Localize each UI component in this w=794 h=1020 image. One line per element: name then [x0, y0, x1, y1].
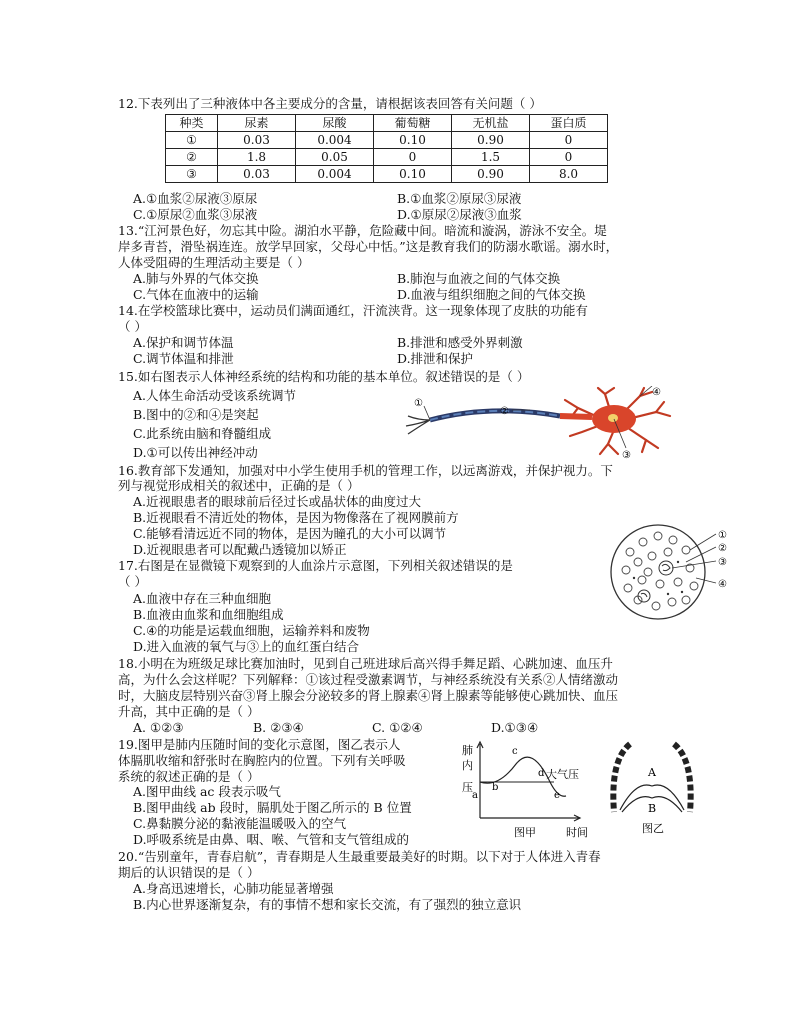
table-header-row — [166, 115, 608, 132]
q14-option-c: C.调节体温和排泄 — [133, 351, 234, 366]
q19-stem-line: 体膈肌收缩和舒张时在胸腔内的位置。下列有关呼吸 — [118, 753, 406, 768]
q18-stem-line: 18.小明在为班级足球比赛加油时，见到自己班进球后高兴得手舞足蹈、心跳加速、血压升 — [118, 656, 613, 671]
table-cell: 0 — [374, 149, 452, 166]
q12-option-c: C.①原尿②血浆③尿液 — [133, 207, 258, 222]
q15-option-a: A.人体生命活动受该系统调节 — [133, 388, 297, 403]
q14-option-d: D.排泄和保护 — [397, 351, 474, 366]
graph-xlabel: 时间 — [566, 826, 588, 838]
q18-option-b: B. ②③④ — [253, 720, 304, 735]
smear-label-1: ① — [718, 530, 727, 541]
q14-option-b: B.排泄和感受外界刺激 — [397, 335, 523, 350]
q12-option-b: B.①血浆②原尿③尿液 — [397, 191, 522, 206]
table-cell: 0.10 — [374, 166, 452, 183]
graph-point-e: e — [554, 790, 560, 801]
q19-option-a: A.图甲曲线 ac 段表示吸气 — [133, 784, 281, 799]
table-header-cell: 尿素 — [218, 115, 296, 132]
q15-option-b: B.图中的②和④是突起 — [133, 407, 259, 422]
graph-ref-label: 大气压 — [546, 768, 579, 781]
q15-option-d: D.①可以传出神经冲动 — [133, 445, 258, 460]
graph-point-c: c — [512, 746, 518, 757]
table-header-cell: 尿酸 — [296, 115, 374, 132]
neuron-label-4: ④ — [652, 387, 661, 398]
q18-stem-line: 升高，其中正确的是（ ） — [118, 704, 260, 719]
q14-stem-line: 14.在学校篮球比赛中，运动员们满面通红，汗流浃背。这一现象体现了皮肤的功能有 — [118, 303, 588, 318]
graph-point-b: b — [492, 782, 499, 793]
smear-label-2: ② — [718, 543, 727, 554]
table-cell: 0.05 — [296, 149, 374, 166]
q15-stem: 15.如右图表示人体神经系统的结构和功能的基本单位。叙述错误的是（ ） — [118, 369, 530, 384]
q13-option-b: B.肺泡与血液之间的气体交换 — [397, 271, 561, 286]
q15-option-c: C.此系统由脑和脊髓组成 — [133, 426, 272, 441]
q16-stem-line: 16.教育部下发通知，加强对中小学生使用手机的管理工作，以远离游戏，并保护视力。下 — [118, 463, 613, 478]
graph-ylabel: 压 — [462, 781, 473, 794]
table-cell: ② — [166, 149, 218, 166]
q13-option-a: A.肺与外界的气体交换 — [133, 271, 259, 286]
table-row — [166, 166, 608, 183]
table-cell: ① — [166, 132, 218, 149]
q20-option-a: A.身高迅速增长，心肺功能显著增强 — [133, 881, 334, 896]
graph-ylabel: 内 — [462, 759, 473, 772]
q18-option-d: D.①③④ — [491, 720, 539, 735]
table-cell: 0 — [530, 132, 608, 149]
graph-caption: 图甲 — [514, 826, 536, 838]
table-row — [166, 149, 608, 166]
neuron-label-3: ③ — [622, 450, 631, 460]
graph-point-d: d — [538, 768, 545, 779]
table-cell: 1.5 — [452, 149, 530, 166]
table-header-cell: 葡萄糖 — [374, 115, 452, 132]
q19-option-d: D.呼吸系统是由鼻、咽、喉、气管和支气管组成的 — [133, 832, 410, 847]
neuron-label-1: ① — [414, 398, 423, 409]
q13-option-c: C.气体在血液中的运输 — [133, 287, 259, 302]
table-header-cell: 蛋白质 — [530, 115, 608, 132]
table-header-cell: 种类 — [166, 115, 218, 132]
q16-option-c: C.能够看清远近不同的物体，是因为瞳孔的大小可以调节 — [133, 526, 447, 541]
blood-smear-diagram — [608, 522, 734, 622]
smear-label-4: ④ — [718, 579, 727, 590]
q14-option-a: A.保护和调节体温 — [133, 335, 234, 350]
q17-option-a: A.血液中存在三种血细胞 — [133, 591, 272, 606]
q17-option-b: B.血液由血浆和血细胞组成 — [133, 607, 284, 622]
q12-table — [165, 114, 608, 183]
table-cell: 0.004 — [296, 132, 374, 149]
q13-stem-line: 13.“江河景色好，勿忘其中险。湖泊水平静，危险藏中间。暗流和漩涡，游泳不安全。堤 — [118, 223, 607, 238]
diagram-label-b: B — [648, 802, 657, 815]
table-cell: 0.90 — [452, 166, 530, 183]
table-cell: 0.10 — [374, 132, 452, 149]
table-cell: 1.8 — [218, 149, 296, 166]
q19-stem-line: 系统的叙述正确的是（ ） — [118, 769, 260, 784]
q17-stem-2: （ ） — [118, 574, 147, 589]
table-cell: 0.03 — [218, 132, 296, 149]
q13-stem-line: 人体受阻碍的生理活动主要是（ ） — [118, 255, 310, 270]
table-cell: ③ — [166, 166, 218, 183]
q12-option-a: A.①血浆②尿液③原尿 — [133, 191, 258, 206]
q18-stem-line: 高，为什么会这样呢？下列解释：①该过程受激素调节，与神经系统没有关系②人情绪激动 — [118, 672, 619, 687]
q20-stem-line: 期后的认识错误的是（ ） — [118, 865, 260, 880]
neuron-diagram — [400, 386, 700, 460]
q13-stem-line: 岸多青苔，滑坠祸连连。放学早回家，父母心中恬。”这是教育我们的防溺水歌谣。溺水时， — [118, 239, 619, 254]
diagram-caption: 图乙 — [642, 822, 664, 835]
q17-option-d: D.进入血液的氧气与③上的血红蛋白结合 — [133, 639, 360, 654]
table-cell: 0 — [530, 149, 608, 166]
q12-option-d: D.①原尿②尿液③血浆 — [397, 207, 522, 222]
table-cell: 0.03 — [218, 166, 296, 183]
diaphragm-diagram — [606, 740, 698, 836]
q12-stem: 12.下表列出了三种液体中各主要成分的含量，请根据该表回答有关问题（ ） — [118, 96, 542, 111]
q20-stem-line: 20.“告别童年，青春启航”，青春期是人生最重要最美好的时期。以下对于人体进入青春 — [118, 849, 601, 864]
q13-option-d: D.血液与组织细胞之间的气体交换 — [397, 287, 586, 302]
q16-option-d: D.近视眼患者可以配戴凸透镜加以矫正 — [133, 542, 347, 557]
q16-stem-line: 列与视觉形成相关的叙述中，正确的是（ ） — [118, 478, 360, 493]
q18-option-c: C. ①②④ — [372, 720, 423, 735]
q19-stem-line: 19.图甲是肺内压随时间的变化示意图，图乙表示人 — [118, 737, 401, 752]
q19-option-b: B.图甲曲线 ab 段时，膈肌处于图乙所示的 B 位置 — [133, 800, 412, 815]
diagram-label-a: A — [648, 766, 656, 779]
q14-stem-line: （ ） — [118, 319, 147, 334]
table-cell: 0.90 — [452, 132, 530, 149]
table-row — [166, 132, 608, 149]
q17-stem: 17.右图是在显微镜下观察到的人血涂片示意图，下列相关叙述错误的是 — [118, 558, 513, 573]
q19-option-c: C.鼻黏膜分泌的黏液能温暖吸入的空气 — [133, 816, 347, 831]
neuron-label-2: ② — [500, 406, 509, 417]
table-cell: 8.0 — [530, 166, 608, 183]
smear-label-3: ③ — [718, 557, 727, 568]
q18-option-a: A. ①②③ — [133, 720, 184, 735]
q16-option-b: B.近视眼看不清近处的物体，是因为物像落在了视网膜前方 — [133, 510, 459, 525]
graph-ylabel: 肺 — [462, 744, 473, 757]
table-header-cell: 无机盐 — [452, 115, 530, 132]
table-cell: 0.004 — [296, 166, 374, 183]
q16-option-a: A.近视眼患者的眼球前后径过长或晶状体的曲度过大 — [133, 494, 422, 509]
graph-point-a: a — [472, 790, 478, 801]
q17-option-c: C.④的功能是运载血细胞，运输养料和废物 — [133, 623, 370, 638]
lung-pressure-graph — [458, 738, 598, 838]
q20-option-b: B.内心世界逐渐复杂，有的事情不想和家长交流，有了强烈的独立意识 — [133, 897, 522, 912]
q18-stem-line: 时，大脑皮层特别兴奋③肾上腺会分泌较多的肾上腺素④肾上腺素等能够使心跳加快、血压 — [118, 688, 619, 703]
